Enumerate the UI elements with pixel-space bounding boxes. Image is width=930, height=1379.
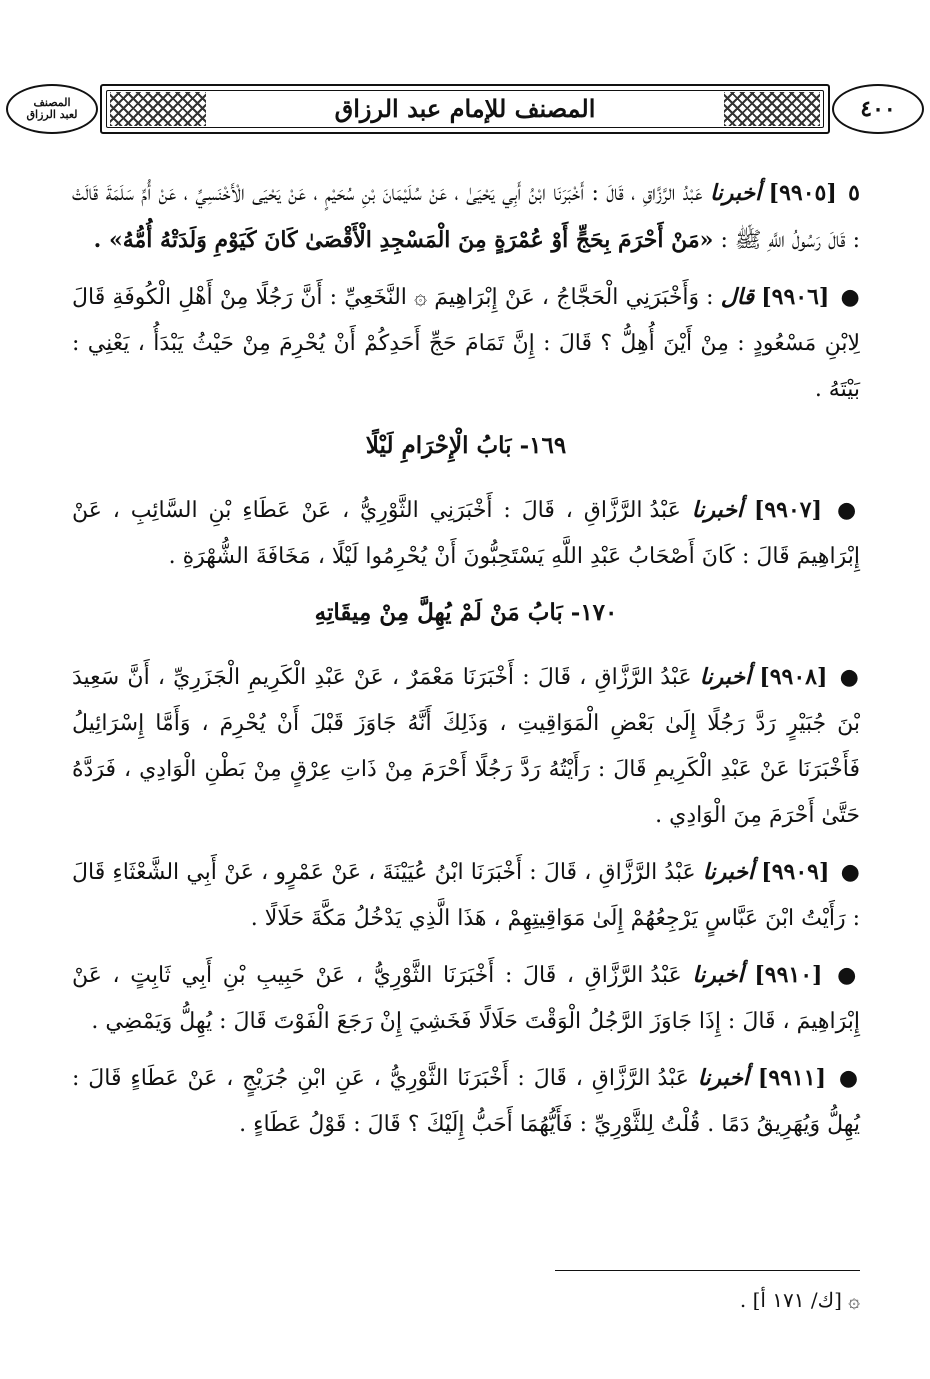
page-body <box>72 170 860 1158</box>
book-seal <box>6 84 98 134</box>
footnote-divider <box>555 1270 860 1271</box>
entry-marker: ● <box>840 859 860 885</box>
hadith-number: [٩٩٠٩] <box>761 859 830 885</box>
isnad-lead: أخبرنا <box>699 664 752 690</box>
entry-marker: ● <box>836 497 861 523</box>
hadith-number: [٩٩٠٦] <box>761 284 830 310</box>
page-number-frame <box>832 84 924 134</box>
entry-marker: ٥ <box>848 180 860 206</box>
entry-marker: ● <box>839 664 861 690</box>
hadith-text: عَبْدُ الرَّزَّاقِ ، قَالَ : أَخْبَرَنَا ابْنُ أَبِي يَحْيَىٰ ، عَنْ سُلَيْمَانَ بْنِ سُحَيْمٍ ، عَنْ يَحْيَى الْأَخْنَسِيِّ ، عَنْ أُمِّ سَلَمَةَ قَالَتْ : قَالَ رَسُولُ اللَّهِ ﷺ : <box>72 181 860 253</box>
chapter-heading-169: ١٦٩- بَابُ الْإِحْرَامِ لَيْلًا <box>365 432 567 459</box>
entry-marker: ● <box>837 962 860 988</box>
chapter-heading-170: ١٧٠- بَابُ مَنْ لَمْ يُهِلَّ مِنْ مِيقَاتِهِ <box>314 599 618 626</box>
isnad-lead: أخبرنا <box>691 497 744 523</box>
hadith-number: [٩٩٠٧] <box>753 497 823 523</box>
hadith-entry-9905 <box>72 170 860 264</box>
page-number: ٤٠٠ <box>860 96 896 122</box>
seal-text <box>27 97 78 121</box>
hadith-text: : وَأَخْبَرَنِي الْحَجَّاجُ ، عَنْ إِبْرَاهِيمَ ۞ النَّخَعِيِّ : أَنَّ رَجُلًا مِنْ أَهْلِ الْكُوفَةِ قَالَ لِابْنِ مَسْعُودٍ : مِنْ أَيْنَ أُهِلُّ ؟ قَالَ : إِنَّ تَمَامَ حَجِّ أَحَدِكُمْ أَنْ يُحْرِمَ مِنْ حَيْثُ يَبْدَأُ ، يَعْنِي : بَيْتَهُ . <box>72 285 860 402</box>
seal-line-1: المصنف <box>33 96 71 109</box>
hadith-entry-9910 <box>72 952 860 1045</box>
isnad-lead: أخبرنا <box>709 180 762 206</box>
seal-line-2: لعبد الرزاق <box>26 108 78 121</box>
entry-marker: ● <box>840 284 860 310</box>
running-header <box>100 84 830 134</box>
hadith-entry-9908 <box>72 654 860 839</box>
hadith-text: عَبْدُ الرَّزَّاقِ ، قَالَ : أَخْبَرَنَا مَعْمَرٌ ، عَنْ عَبْدِ الْكَرِيمِ الْجَزَرِيِّ ، أَنَّ سَعِيدَ بْنَ جُبَيْرٍ رَدَّ رَجُلًا إِلَىٰ بَعْضِ الْمَوَاقِيتِ ، وَذَلِكَ أَنَّهُ جَاوَزَ قَبْلَ أَنْ يُحْرِمَ ، وَأَمَّا إِسْرَائِيلُ فَأَخْبَرَنَا عَنْ عَبْدِ الْكَرِيمِ قَالَ : رَأَيْتُهُ رَدَّ رَجُلًا أَحْرَمَ مِنْ ذَاتِ عِرْقٍ مِنْ بَطْنِ الْوَادِي ، فَرَدَّهُ حَتَّىٰ أَحْرَمَ مِنَ الْوَادِي . <box>72 665 860 828</box>
footnote: ۞ [ك/ ١٧١ أ] . <box>739 1288 860 1312</box>
hadith-number: [٩٩١١] <box>757 1065 827 1091</box>
hadith-entry-9911 <box>72 1055 860 1148</box>
isnad-lead: أخبرنا <box>692 962 744 988</box>
hadith-number: [٩٩١٠] <box>754 962 823 988</box>
isnad-lead: قال <box>720 284 754 310</box>
hadith-number: [٩٩٠٥] <box>768 180 837 206</box>
isnad-lead: أخبرنا <box>702 859 755 885</box>
prophetic-quote: «مَنْ أَحْرَمَ بِحَجٍّ أَوْ عُمْرَةٍ مِنَ الْمَسْجِدِ الْأَقْصَىٰ كَانَ كَيَوْمِ وَلَدَتْهُ أُمُّهُ» . <box>93 227 714 253</box>
hadith-text: عَبْدُ الرَّزَّاقِ ، قَالَ : أَخْبَرَنَا ابْنُ عُيَيْنَةَ ، عَنْ عَمْرٍو ، عَنْ أَبِي الشَّعْثَاءِ قَالَ : رَأَيْتُ ابْنَ عَبَّاسٍ يَرْجِعُهُمْ إِلَىٰ مَوَاقِيتِهِمْ ، هَذَا الَّذِي يَدْخُلُ مَكَّةَ حَلَالًا . <box>72 860 860 931</box>
entry-marker: ● <box>838 1065 860 1091</box>
header-title: المصنف للإمام عبد الرزاق <box>334 94 596 123</box>
isnad-lead: أخبرنا <box>697 1065 750 1091</box>
hadith-text: عَبْدُ الرَّزَّاقِ ، قَالَ : أَخْبَرَنَا الثَّوْرِيُّ ، عَنْ حَبِيبِ بْنِ أَبِي ثَابِتٍ ، عَنْ إِبْرَاهِيمَ ، قَالَ : إِذَا جَاوَزَ الرَّجُلُ الْوَقْتَ حَلَالًا فَخَشِيَ إِنْ رَجَعَ الْفَوْتَ قَالَ : يُهِلُّ وَيَمْضِي . <box>72 963 860 1034</box>
hadith-number: [٩٩٠٨] <box>759 664 828 690</box>
hadith-entry-9906 <box>72 274 860 413</box>
hadith-entry-9907 <box>72 487 860 580</box>
hadith-text: عَبْدُ الرَّزَّاقِ ، قَالَ : أَخْبَرَنِي الثَّوْرِيُّ ، عَنْ عَطَاءِ بْنِ السَّائِبِ ، عَنْ إِبْرَاهِيمَ قَالَ : كَانَ أَصْحَابُ عَبْدِ اللَّهِ يَسْتَحِبُّونَ أَنْ يُحْرِمُوا لَيْلًا ، مَخَافَةَ الشُّهْرَةِ . <box>72 498 860 569</box>
hadith-text: عَبْدُ الرَّزَّاقِ ، قَالَ : أَخْبَرَنَا الثَّوْرِيُّ ، عَنِ ابْنِ جُرَيْجٍ ، عَنْ عَطَاءٍ قَالَ : يُهِلُّ وَيُهَرِيقُ دَمًا . قُلْتُ لِلثَّوْرِيِّ : فَأَيُّهُمَا أَحَبُّ إِلَيْكَ ؟ قَالَ : قَوْلُ عَطَاءٍ . <box>72 1066 860 1137</box>
hadith-entry-9909 <box>72 849 860 942</box>
